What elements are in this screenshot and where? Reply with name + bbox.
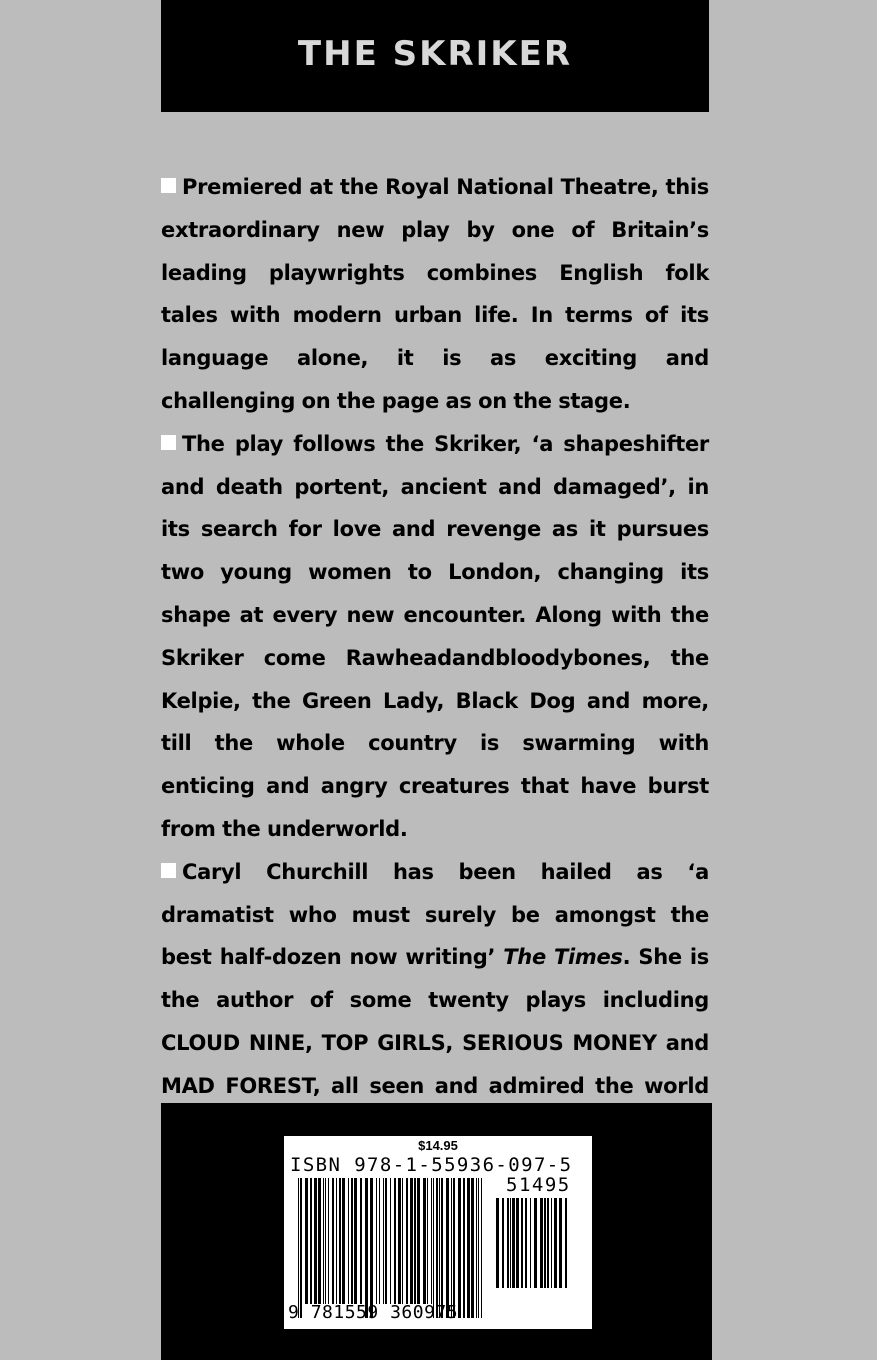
barcode-bar xyxy=(478,1178,479,1318)
barcode-bar xyxy=(431,1178,432,1304)
barcode-bar xyxy=(298,1178,299,1318)
barcode-label xyxy=(284,1136,592,1329)
barcode-bar xyxy=(467,1178,470,1318)
barcode-bar xyxy=(360,1178,362,1304)
barcode-bar xyxy=(402,1178,403,1304)
barcode-bar xyxy=(423,1178,426,1304)
barcode-bar xyxy=(471,1178,474,1318)
barcode-bar xyxy=(453,1178,455,1318)
barcode-bar xyxy=(310,1178,312,1304)
barcode-bar xyxy=(314,1178,317,1304)
barcode-bar xyxy=(370,1178,373,1318)
barcode-bar xyxy=(394,1178,396,1304)
barcode-bar xyxy=(540,1198,543,1288)
barcode-bar xyxy=(516,1198,519,1288)
back-cover-blurb xyxy=(161,166,709,1150)
barcode-bar xyxy=(476,1178,477,1318)
barcode-bar xyxy=(510,1198,511,1288)
barcode-bar xyxy=(551,1198,552,1288)
quote-source: The Times xyxy=(503,945,623,970)
barcode-bar xyxy=(351,1178,353,1304)
barcode-bar xyxy=(383,1178,384,1304)
barcode-bar xyxy=(507,1198,509,1288)
barcode-bar xyxy=(502,1198,504,1288)
barcode-bar xyxy=(439,1178,440,1318)
barcode-bar xyxy=(525,1198,527,1288)
barcode-bar xyxy=(339,1178,341,1304)
barcode-bar xyxy=(547,1198,549,1288)
barcode-bar xyxy=(481,1178,482,1318)
barcode-bar xyxy=(300,1178,302,1318)
barcode-bar xyxy=(496,1198,499,1288)
barcode-bar xyxy=(565,1198,567,1288)
barcode-bar xyxy=(544,1198,546,1288)
barcode-bar xyxy=(323,1178,324,1304)
blurb-paragraph-1: Premiered at the Royal National Theatre, this extraordinary new play by one of Britain’s leading playwrights combines English folk tales with modern urban life. In terms of its language alone, it is as exciting and challenging on the page as on the stage. xyxy=(161,175,709,413)
barcode-bar xyxy=(463,1178,465,1318)
barcode-bar xyxy=(417,1178,420,1304)
barcode-bar xyxy=(385,1178,387,1304)
barcode-bar xyxy=(376,1178,377,1304)
barcode-bar xyxy=(348,1178,349,1304)
barcode-bar xyxy=(390,1178,391,1304)
price: $14.95 xyxy=(418,1138,458,1153)
barcode-bar xyxy=(342,1178,345,1304)
square-bullet-icon xyxy=(161,435,176,450)
barcode-bar xyxy=(446,1178,449,1318)
barcode-bar xyxy=(410,1178,413,1304)
barcode-bar xyxy=(414,1178,416,1304)
isbn-text: ISBN 978-1-55936-097-5 xyxy=(290,1154,573,1176)
barcode-bar xyxy=(332,1178,334,1304)
barcode-bar xyxy=(530,1198,531,1288)
barcode-bar xyxy=(365,1178,368,1318)
barcode-bar xyxy=(512,1198,515,1288)
barcode-bar xyxy=(554,1198,557,1288)
title-band xyxy=(161,0,709,112)
barcode-bar xyxy=(427,1178,428,1304)
barcode-bar xyxy=(305,1178,308,1304)
blurb-paragraph-2: The play follows the Skriker, ‘a shapeshifter and death portent, ancient and damaged’, in its search for love and revenge as it pursues two young women to London, changing its shape at every new encounter. Along with the Skriker come Rawheadandbloodybones, the Kelpie, the Green Lady, Black Dog and more, till the whole country is swarming with enticing and angry creatures that have burst from the underworld. xyxy=(161,431,709,841)
square-bullet-icon xyxy=(161,178,176,193)
barcode-bar xyxy=(534,1198,537,1288)
barcode-bar xyxy=(441,1178,443,1318)
barcode-bar xyxy=(325,1178,326,1304)
barcode-bar xyxy=(336,1178,337,1304)
book-title: THE SKRIKER xyxy=(297,34,573,74)
barcode-bar xyxy=(398,1178,401,1304)
addon-barcode-bars xyxy=(496,1198,576,1302)
barcode-bar xyxy=(433,1178,434,1318)
barcode-bar xyxy=(451,1178,452,1318)
barcode-bar xyxy=(406,1178,408,1304)
barcode-bar xyxy=(354,1178,357,1304)
barcode-bar xyxy=(328,1178,329,1304)
barcode-bar xyxy=(458,1178,461,1318)
square-bullet-icon xyxy=(161,863,176,878)
ean-digits: 9 781559 360975 xyxy=(288,1302,459,1323)
barcode-bar xyxy=(559,1198,562,1288)
barcode-bar xyxy=(521,1198,523,1288)
barcode-bar xyxy=(436,1178,438,1318)
barcode-bar xyxy=(318,1178,321,1304)
barcode-bar xyxy=(379,1178,380,1304)
price-addon-digits: 51495 xyxy=(506,1174,571,1196)
ean-barcode-bars xyxy=(298,1178,488,1318)
blurb-paragraph-3: Caryl Churchill has been hailed as ‘a dramatist who must surely be amongst the best half-dozen now writing’ The Times. She is the author of some twenty plays including CLOUD NINE, TOP GIRLS, SERIOUS MONEY and MAD FOREST, all seen and admired the world xyxy=(161,859,710,1098)
